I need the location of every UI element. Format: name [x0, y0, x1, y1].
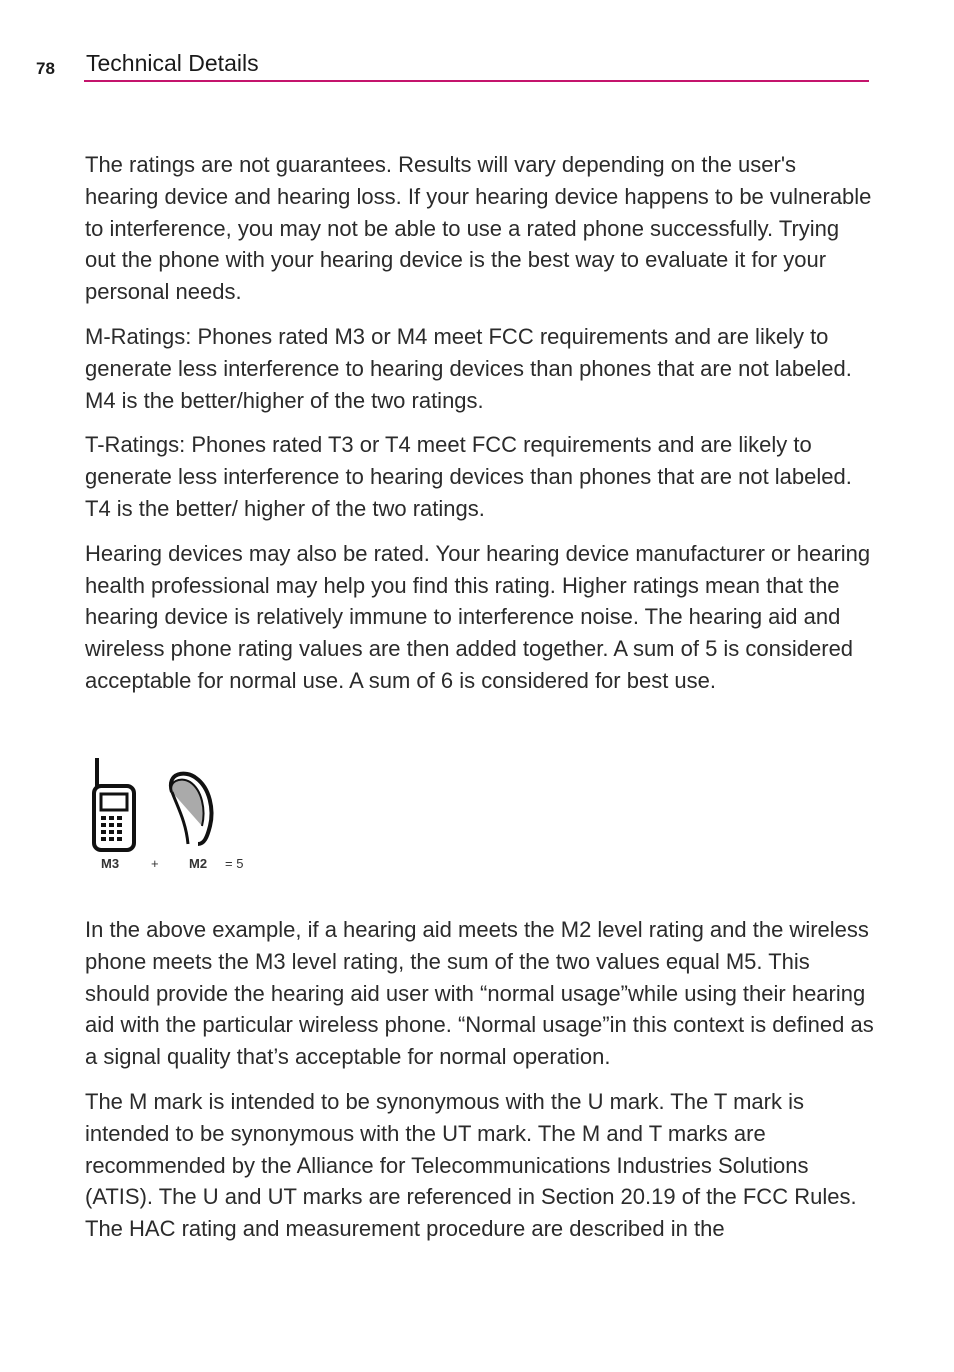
paragraph-t-ratings: T-Ratings: Phones rated T3 or T4 meet FCC requirements and are likely to generate less interference to hearing devices than phones that are not labeled. T4 is the better/ higher of the two ratings. — [85, 432, 852, 521]
page-number: 78 — [36, 59, 55, 78]
plus-sign: + — [151, 856, 159, 871]
phone-rating-label: M3 — [101, 856, 120, 871]
hearing-aid-icon — [88, 752, 268, 862]
body-text-top — [85, 149, 875, 710]
paragraph-ratings-disclaimer: The ratings are not guarantees. Results will vary depending on the user's hearing device and hearing loss. If your hearing device happens to be vulnerable to interference, you may not be able to use a rated phone successfully. Trying out the phone with your hearing device is the best way to evaluate it for your personal needs. — [85, 152, 872, 305]
header-rule — [84, 80, 869, 82]
section-title: Technical Details — [86, 50, 259, 76]
aid-rating-label: M2 — [189, 856, 208, 871]
sum-label: = 5 — [225, 856, 244, 871]
paragraph-m-ratings: M-Ratings: Phones rated M3 or M4 meet FCC requirements and are likely to generate less interference to hearing devices than phones that are not labeled. M4 is the better/higher of the two ratings. — [85, 323, 852, 413]
body-text-bottom — [85, 914, 875, 1258]
paragraph-m-t-marks: The M mark is intended to be synonymous with the U mark. The T mark is intended to be synonymous with the UT mark. The M and T marks are recommended by the Alliance for Telecommunications Industries Solutions (ATIS). The U and UT marks are referenced in Section 20.19 of the FCC Rules. The HAC rating and measurement procedure are described in the — [85, 1088, 857, 1242]
paragraph-example: In the above example, if a hearing aid meets the M2 level rating and the wireless phone meets the M3 level rating, the sum of the two values equal M5. This should provide the hearing aid user with “normal usage”while using their hearing aid with the particular wireless phone. “Normal usage”in this context is defined as a signal quality that’s acceptable for normal operation. — [85, 917, 874, 1070]
paragraph-hearing-devices: Hearing devices may also be rated. Your hearing device manufacturer or hearing health professional may help you find this rating. Higher ratings mean that the hearing device is relatively immune to interference noise. The hearing aid and wireless phone rating values are then added together. A sum of 5 is considered acceptable for normal use. A sum of 6 is considered for best use. — [85, 540, 871, 693]
